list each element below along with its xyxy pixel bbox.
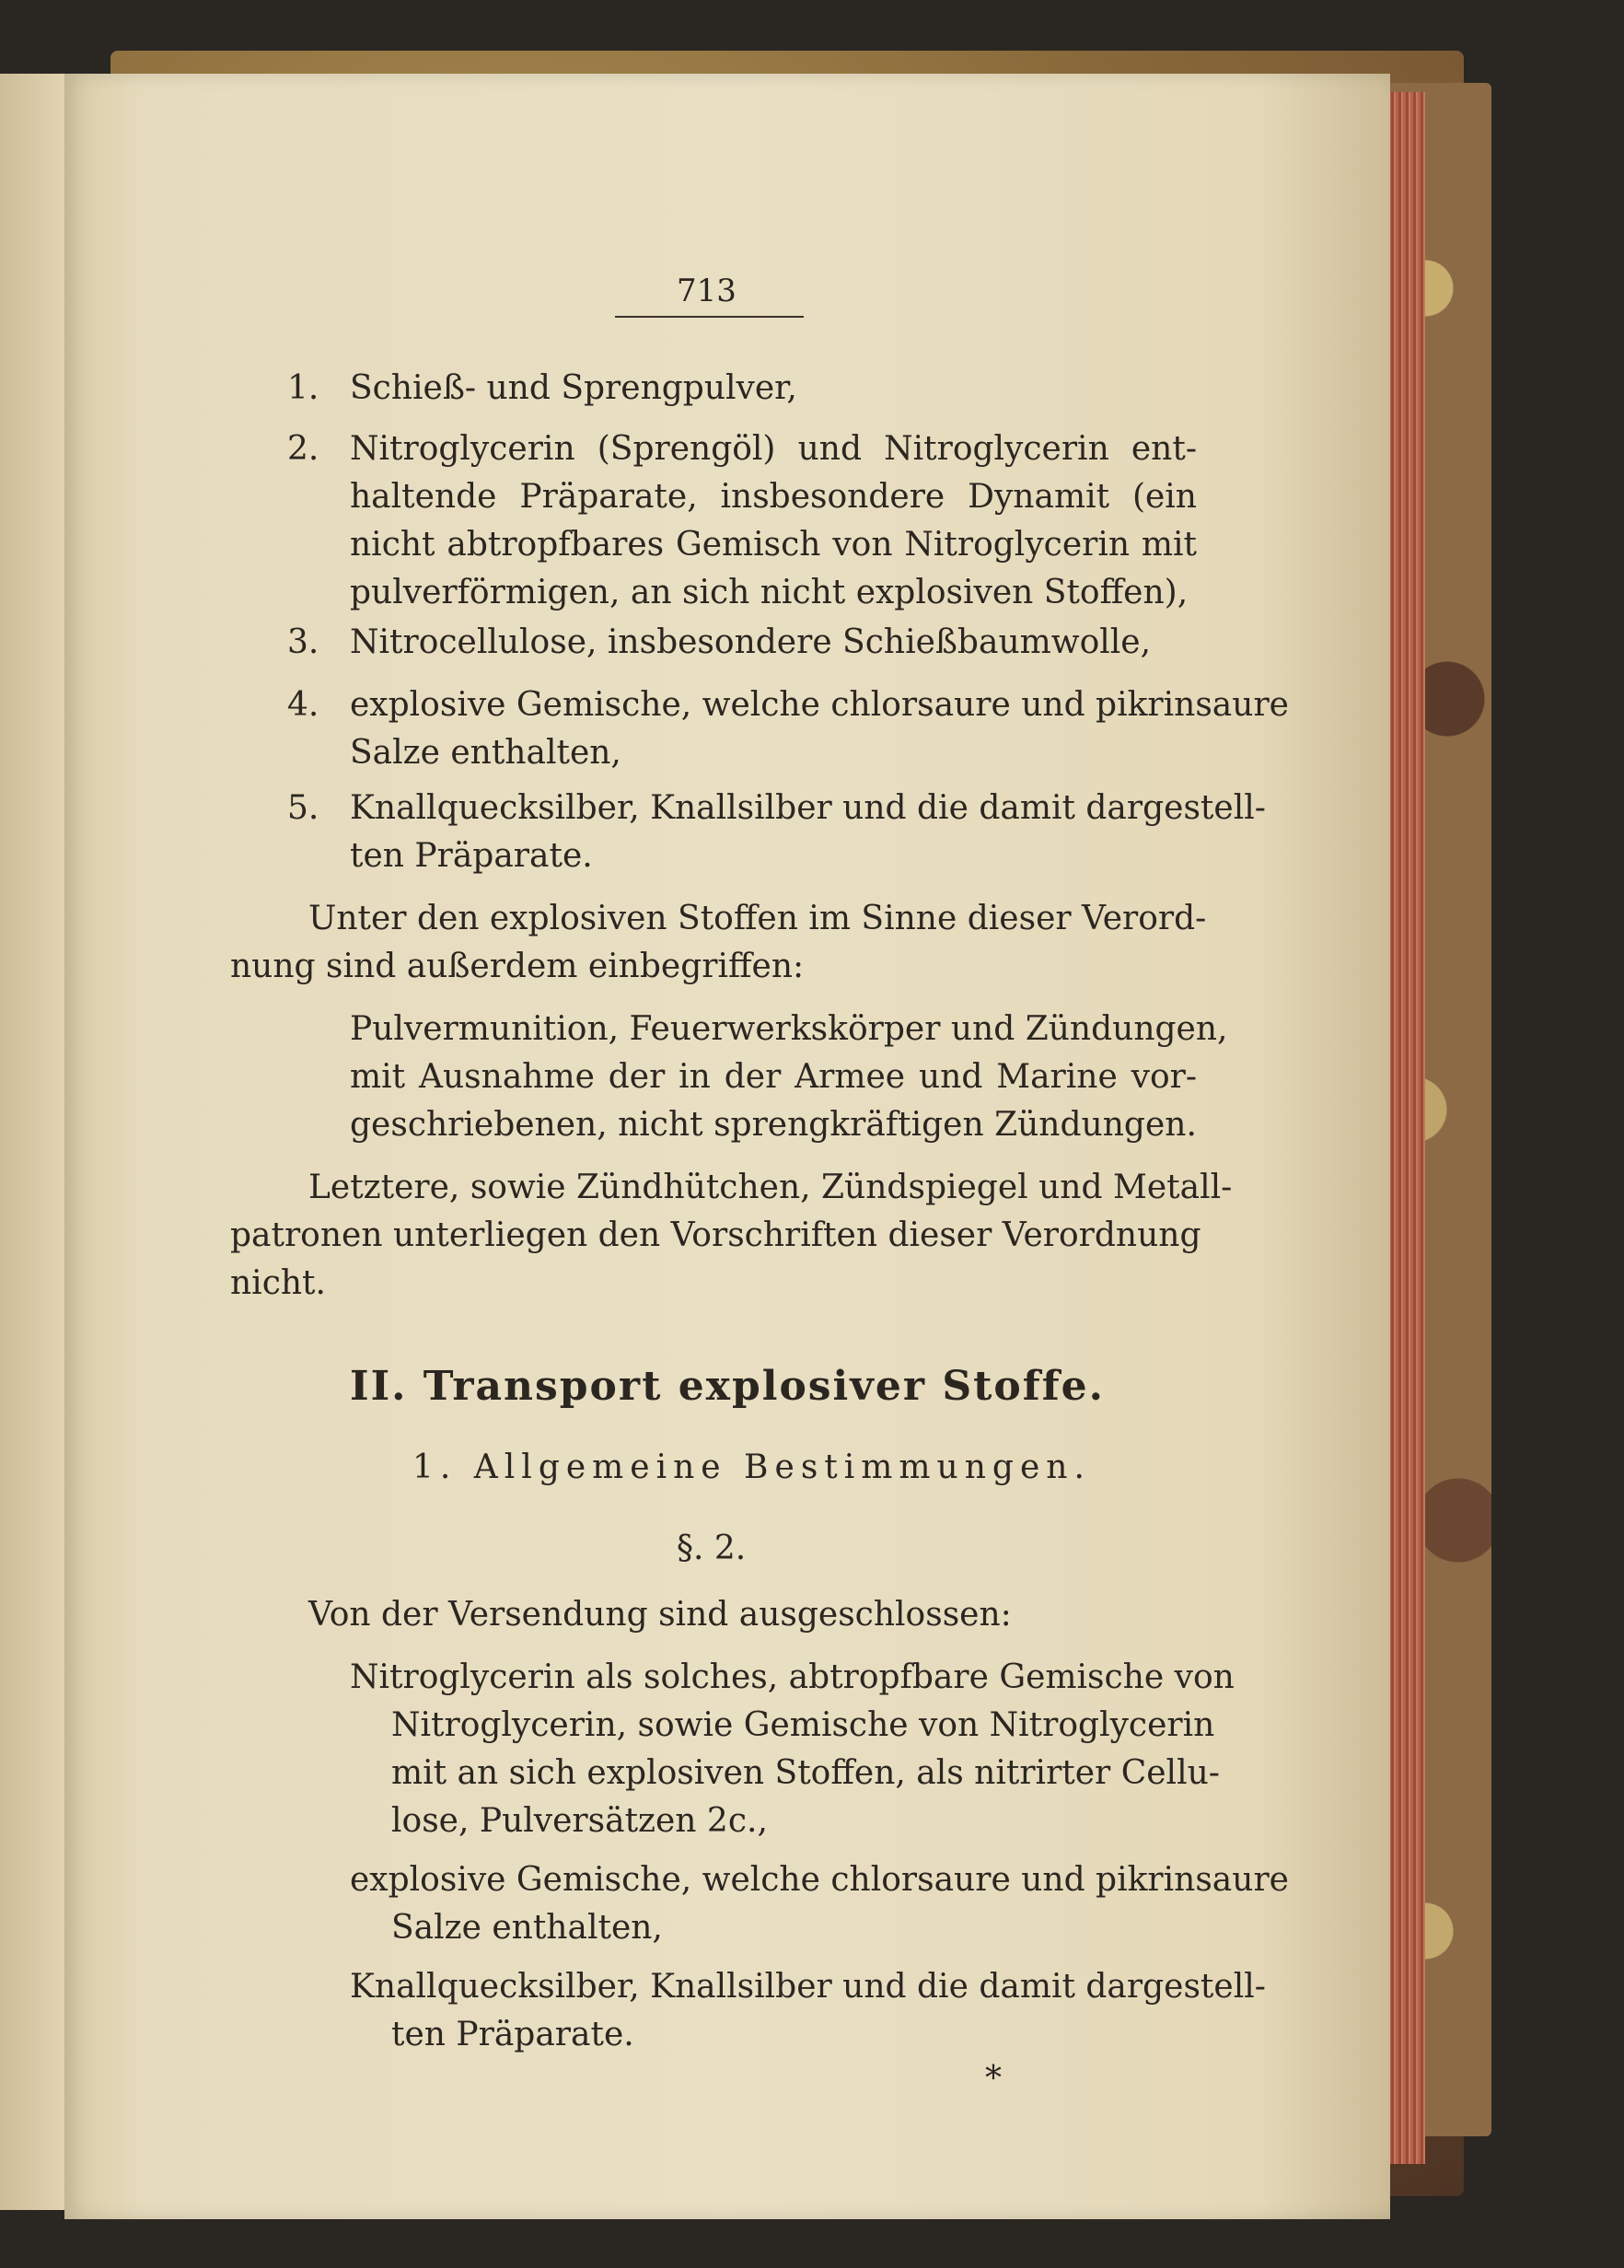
page-number-rule [615, 316, 804, 318]
list-line: Nitroglycerin (Sprengöl) und Nitroglycerin ent- [350, 430, 1197, 468]
list-line: Knallquecksilber, Knallsilber und die damit dargestell- [350, 789, 1266, 827]
paragraph-mark: §. 2. [677, 1529, 747, 1567]
excluded-item-line: Knallquecksilber, Knallsilber und die damit dargestell- [350, 1968, 1266, 2006]
list-line: pulverförmigen, an sich nicht explosiven Stoffen), [350, 574, 1189, 611]
section-heading: II. Transport explosiver Stoffe. [350, 1363, 1105, 1410]
list-line: Schieß- und Sprengpulver, [350, 369, 797, 407]
excluded-item-line: Nitroglycerin, sowie Gemische von Nitroglycerin [391, 1706, 1215, 1744]
paragraph-line: nung sind außerdem einbegriffen: [230, 948, 805, 985]
footer-asterisk: * [985, 2060, 1002, 2098]
list-line: Salze enthalten, [350, 734, 621, 772]
indented-line: mit Ausnahme der in der Armee und Marine vor- [350, 1058, 1197, 1096]
excluded-item-line: lose, Pulversätzen 2c., [391, 1802, 768, 1840]
list-number: 3. [287, 623, 319, 661]
list-number: 4. [287, 686, 319, 724]
page-number: 713 [677, 273, 737, 309]
list-line: nicht abtropfbares Gemisch von Nitroglycerin mit [350, 526, 1197, 564]
list-line: ten Präparate. [350, 837, 593, 875]
list-number: 1. [287, 369, 319, 407]
list-number: 5. [287, 789, 319, 827]
excluded-item-line: ten Präparate. [391, 2016, 634, 2053]
excluded-item-line: Nitroglycerin als solches, abtropfbare Gemische von [350, 1658, 1235, 1696]
indented-line: Pulvermunition, Feuerwerkskörper und Zündungen, [350, 1010, 1228, 1048]
list-line: explosive Gemische, welche chlorsaure und pikrinsaure [350, 686, 1289, 724]
list-number: 2. [287, 430, 319, 468]
left-page-edge [0, 74, 66, 2210]
paragraph-line: patronen unterliegen den Vorschriften dieser Verordnung [230, 1216, 1201, 1254]
excluded-item-line: explosive Gemische, welche chlorsaure und pikrinsaure [350, 1861, 1289, 1899]
excluded-item-line: mit an sich explosiven Stoffen, als nitrirter Cellu- [391, 1754, 1220, 1792]
paragraph-line: Letztere, sowie Zündhütchen, Zündspiegel und Metall- [308, 1169, 1233, 1206]
indented-line: geschriebenen, nicht sprengkräftigen Zündungen. [350, 1106, 1197, 1144]
paragraph-line: Von der Versendung sind ausgeschlossen: [308, 1596, 1012, 1634]
list-line: Nitrocellulose, insbesondere Schießbaumwolle, [350, 623, 1152, 661]
list-line: haltende Präparate, insbesondere Dynamit (ein [350, 478, 1197, 516]
paragraph-line: nicht. [230, 1264, 326, 1302]
excluded-item-line: Salze enthalten, [391, 1909, 663, 1947]
paragraph-line: Unter den explosiven Stoffen im Sinne dieser Verord- [308, 900, 1207, 937]
subheading: 1. Allgemeine Bestimmungen. [412, 1448, 1091, 1486]
